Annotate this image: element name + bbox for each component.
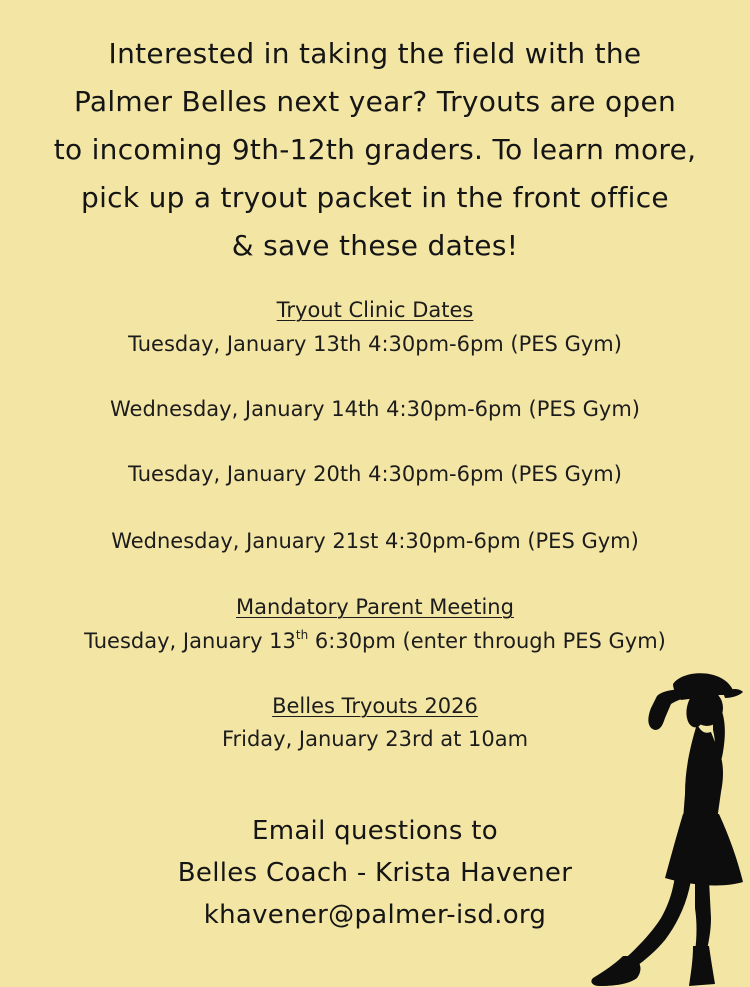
clinic-heading: Tryout Clinic Dates	[276, 298, 474, 322]
parent-meeting-date-prefix: Tuesday, January 13	[84, 629, 296, 653]
parent-meeting-date-ordinal: th	[295, 628, 309, 642]
intro-line: to incoming 9th-12th graders. To learn more,	[53, 133, 697, 166]
parent-meeting-date	[0, 628, 750, 653]
clinic-date: Tuesday, January 20th 4:30pm-6pm (PES Gym)	[128, 462, 622, 486]
coach-name: Belles Coach - Krista Havener	[177, 858, 573, 888]
contact-line: Email questions to	[251, 816, 499, 846]
clinic-date: Wednesday, January 14th 4:30pm-6pm (PES Gym)	[110, 397, 640, 421]
coach-email: khavener@palmer-isd.org	[203, 900, 547, 930]
intro-line: Palmer Belles next year? Tryouts are open	[73, 85, 677, 118]
intro-text	[0, 30, 750, 270]
parent-meeting-heading: Mandatory Parent Meeting	[236, 595, 514, 619]
intro-line: Interested in taking the field with the	[108, 37, 642, 70]
intro-line: pick up a tryout packet in the front office	[81, 181, 669, 214]
clinic-date: Tuesday, January 13th 4:30pm-6pm (PES Gym)	[128, 332, 622, 356]
intro-line: & save these dates!	[231, 229, 519, 262]
tryouts-date: Friday, January 23rd at 10am	[221, 727, 529, 751]
tryouts-heading: Belles Tryouts 2026	[272, 694, 478, 718]
dancer-silhouette-icon	[585, 668, 745, 987]
clinic-date: Wednesday, January 21st 4:30pm-6pm (PES Gym)	[111, 529, 639, 553]
parent-meeting-date-suffix: 6:30pm (enter through PES Gym)	[308, 629, 666, 653]
